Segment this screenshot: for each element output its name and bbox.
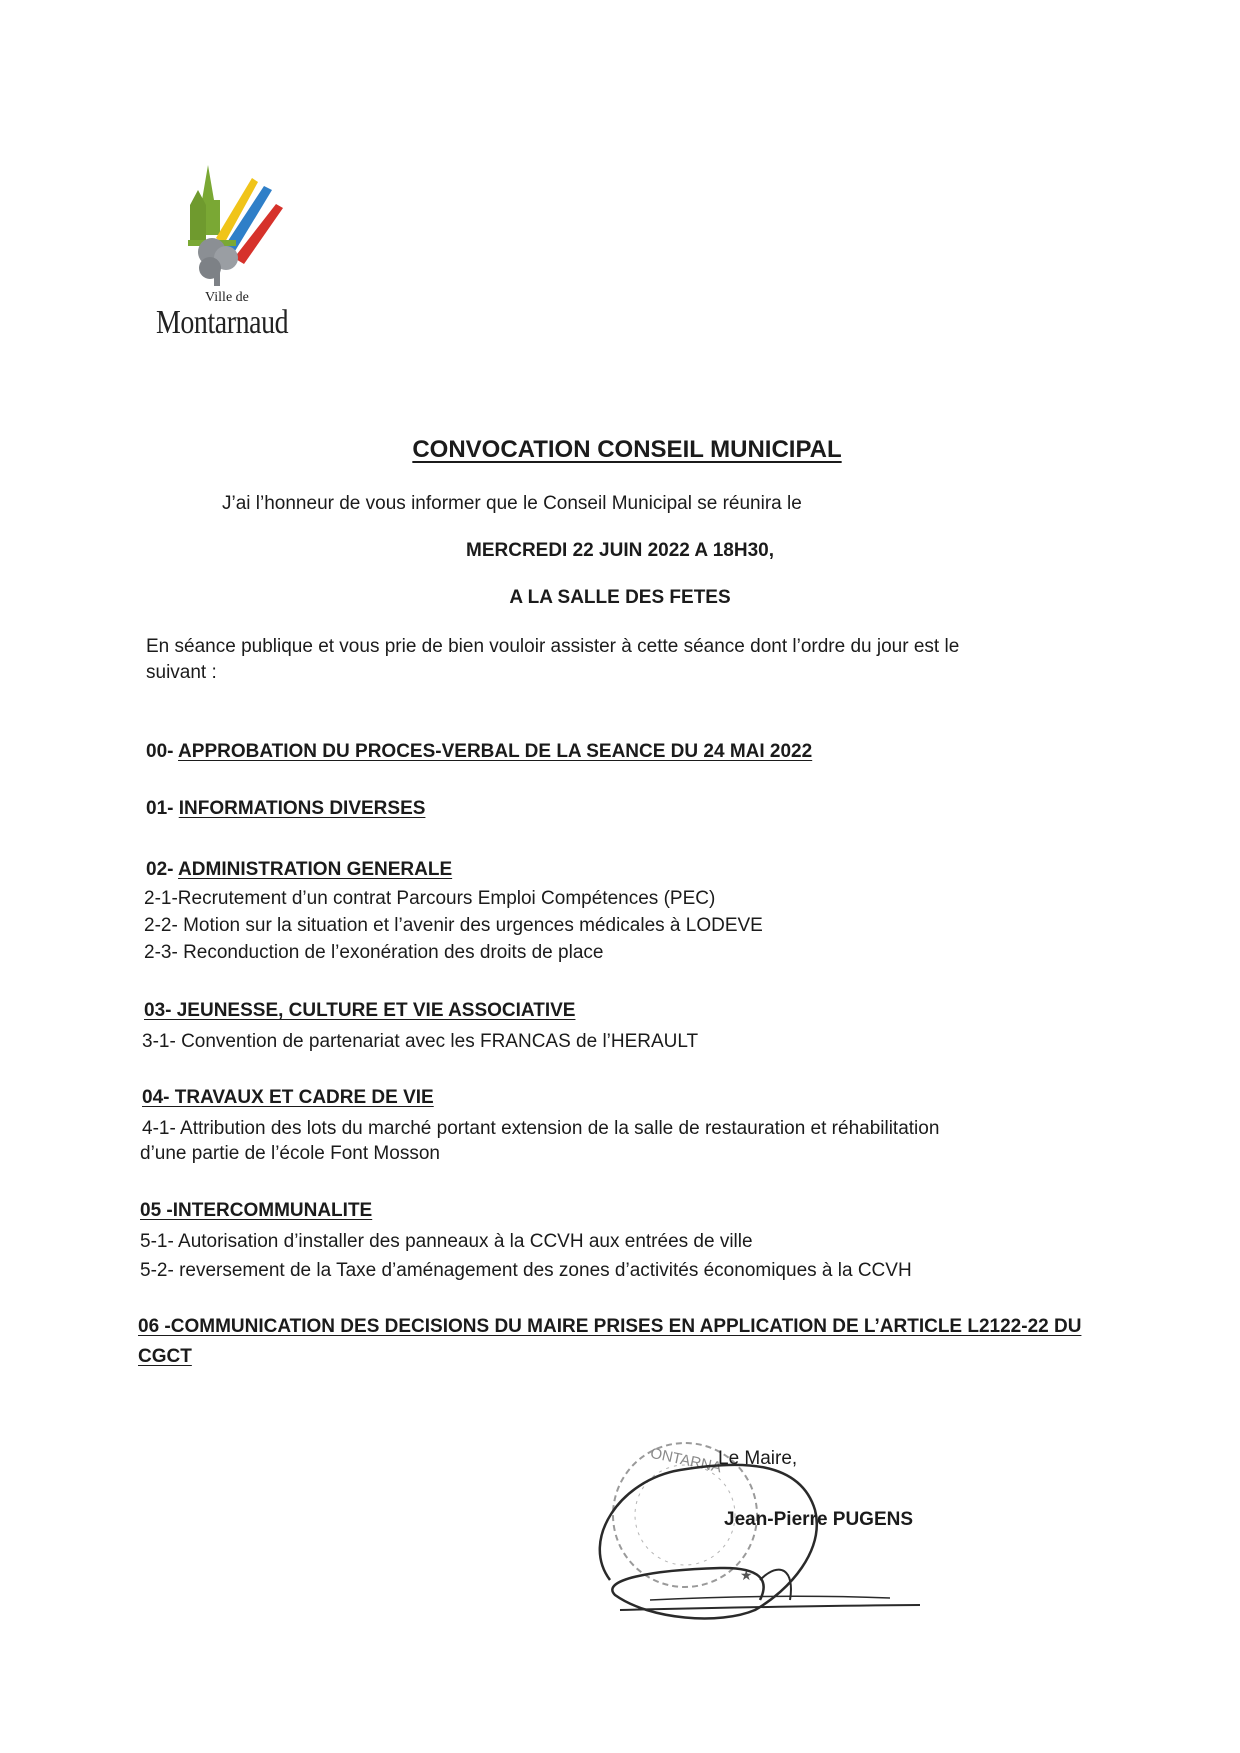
agenda-section-01	[146, 798, 425, 820]
svg-text:★: ★	[740, 1568, 753, 1584]
agenda-item: 5-1- Autorisation d’installer des panneaux à la CCVH aux entrées de ville	[140, 1231, 753, 1252]
agenda-item: 4-1- Attribution des lots du marché portant extension de la salle de restauration et réhabilitation	[142, 1118, 940, 1139]
section-title: INFORMATIONS DIVERSES	[178, 798, 426, 819]
signatory-role: Le Maire,	[718, 1448, 798, 1469]
document-title: CONVOCATION CONSEIL MUNICIPAL	[412, 436, 842, 463]
signatory-name: Jean-Pierre PUGENS	[724, 1509, 914, 1530]
agenda-section-02	[146, 859, 452, 881]
agenda-section-00	[146, 741, 812, 763]
body-text-line-2: suivant :	[146, 662, 217, 683]
section-title: ADMINISTRATION GENERALE	[178, 859, 453, 880]
agenda-item: 5-2- reversement de la Taxe d’aménagement des zones d’activités économiques à la CCVH	[140, 1260, 912, 1281]
logo-subtitle: Ville de	[205, 290, 249, 305]
agenda-section-06: 06 -COMMUNICATION DES DECISIONS DU MAIRE PRISES EN APPLICATION DE L’ARTICLE L2122-22 DU	[138, 1316, 1082, 1337]
body-text-line-1: En séance publique et vous prie de bien vouloir assister à cette séance dont l’ordre du jour est le	[146, 636, 960, 657]
agenda-section-03: 03- JEUNESSE, CULTURE ET VIE ASSOCIATIVE	[144, 1000, 576, 1021]
signature-block	[590, 1430, 990, 1630]
agenda-section-06-cont: CGCT	[138, 1346, 192, 1367]
agenda-section-05: 05 -INTERCOMMUNALITE	[140, 1200, 373, 1221]
meeting-date: MERCREDI 22 JUIN 2022 A 18H30,	[466, 540, 774, 561]
logo-city-name: Montarnaud	[156, 304, 289, 341]
agenda-item: 3-1- Convention de partenariat avec les FRANCAS de l’HERAULT	[142, 1031, 699, 1052]
agenda-item: 2-2- Motion sur la situation et l’avenir des urgences médicales à LODEVE	[144, 915, 763, 936]
intro-text: J’ai l’honneur de vous informer que le Conseil Municipal se réunira le	[222, 493, 802, 514]
section-number: 02-	[146, 859, 174, 880]
meeting-place: A LA SALLE DES FETES	[509, 587, 731, 608]
section-title: APPROBATION DU PROCES-VERBAL DE LA SEANCE DU 24 MAI 2022	[178, 741, 813, 762]
city-emblem-icon	[180, 160, 290, 295]
section-number: 01-	[146, 798, 174, 819]
agenda-item: d’une partie de l’école Font Mosson	[140, 1143, 440, 1164]
city-logo	[150, 160, 300, 350]
agenda-section-04: 04- TRAVAUX ET CADRE DE VIE	[142, 1087, 434, 1108]
section-number: 00-	[146, 741, 174, 762]
agenda-item: 2-3- Reconduction de l’exonération des droits de place	[144, 942, 604, 963]
agenda-item: 2-1-Recrutement d’un contrat Parcours Emploi Compétences (PEC)	[144, 888, 716, 909]
svg-text:ONTARNA: ONTARNA	[648, 1444, 724, 1477]
